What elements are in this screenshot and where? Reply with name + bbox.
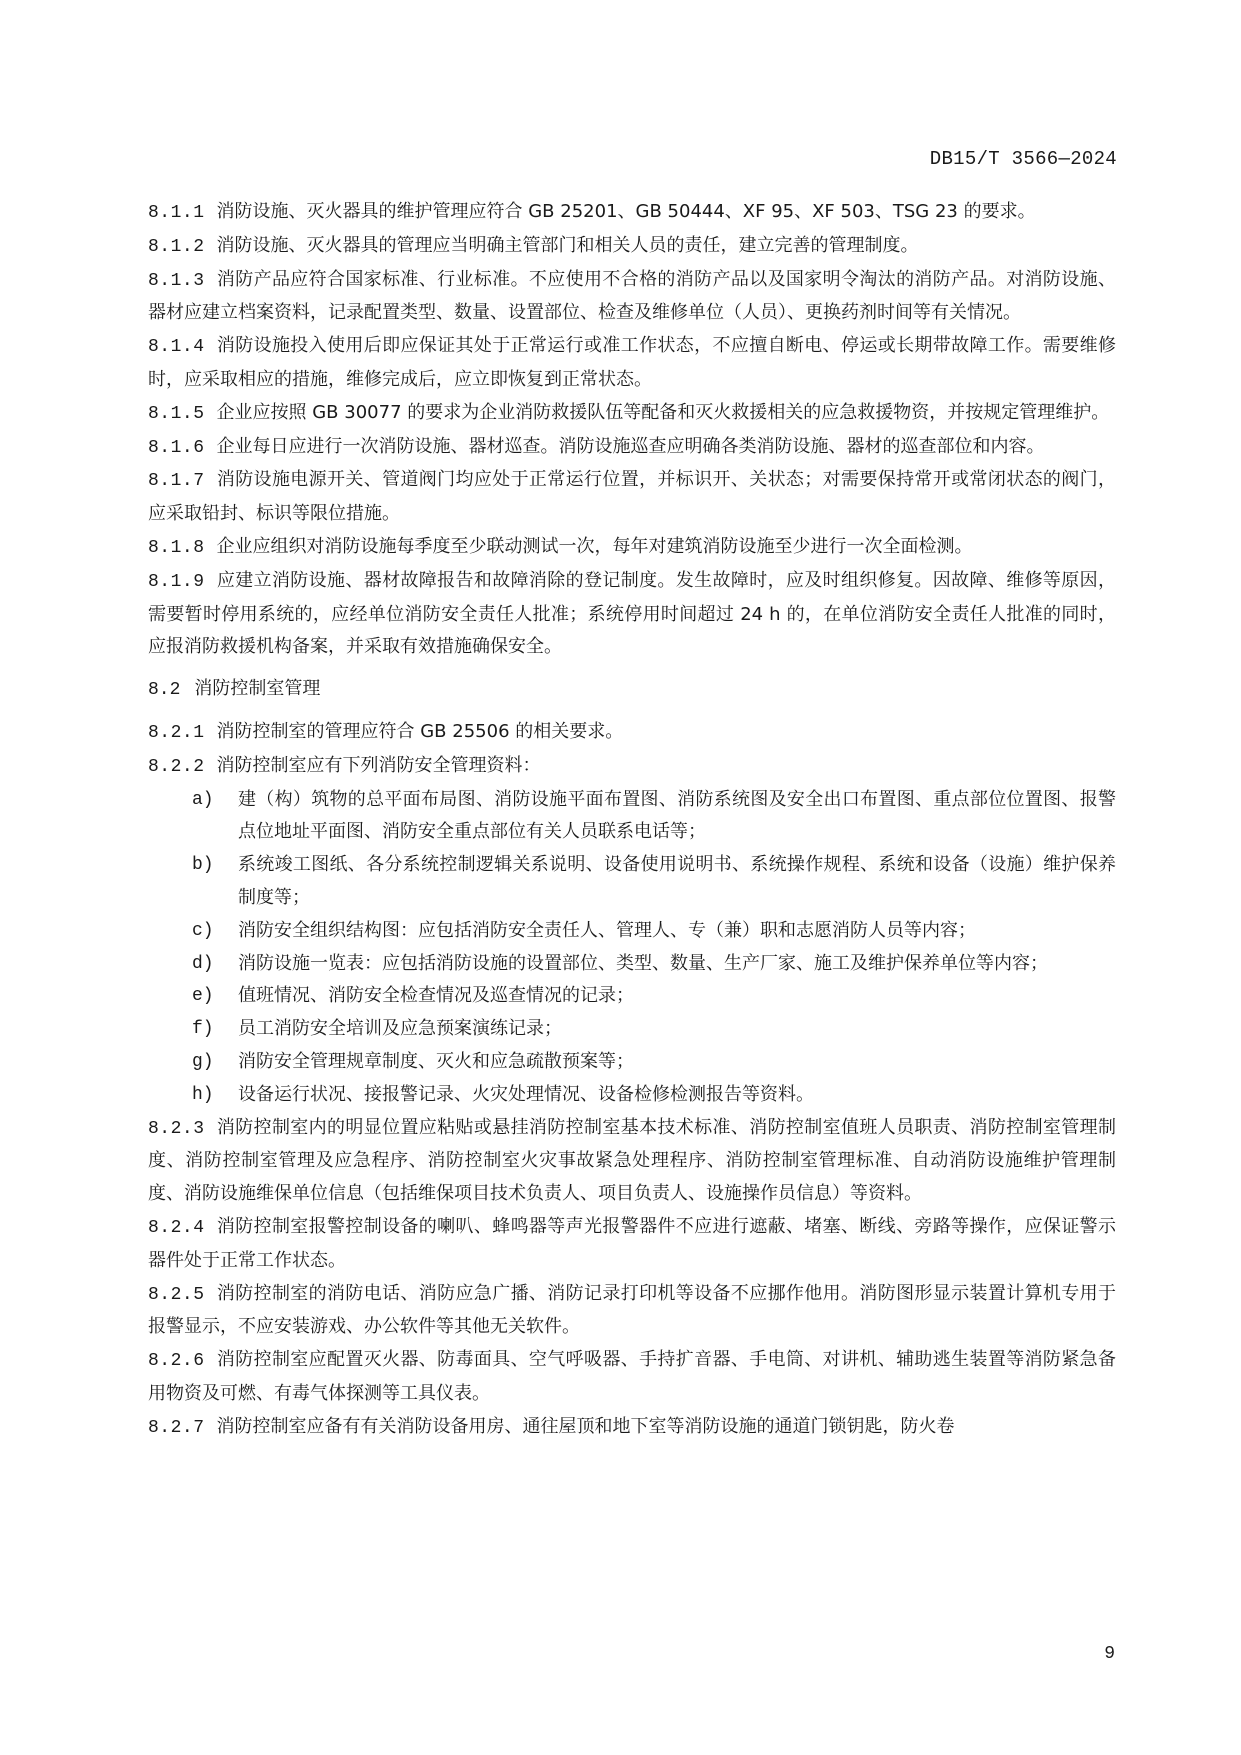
list-item-text: 建（构）筑物的总平面布局图、消防设施平面布置图、消防系统图及安全出口布置图、重点部位位置图、报警点位地址平面图、消防安全重点部位有关人员联系电话等； [238, 788, 1116, 843]
section-title: 消防控制室管理 [194, 678, 321, 700]
clause-number: 8.2.7 [148, 1417, 205, 1438]
clause-8-1-5 [148, 397, 1116, 431]
document-body [148, 196, 1116, 1444]
list-item [148, 915, 1116, 948]
list-marker: f) [192, 1019, 214, 1040]
clause-8-2-7 [148, 1411, 1116, 1445]
list-item [148, 1013, 1116, 1046]
clause-text: 消防控制室的管理应符合 GB 25506 的相关要求。 [216, 720, 624, 742]
clause-number: 8.2.6 [148, 1351, 205, 1372]
clause-8-1-6 [148, 431, 1116, 465]
clause-text: 企业应组织对消防设施每季度至少联动测试一次，每年对建筑消防设施至少进行一次全面检测。 [216, 535, 973, 557]
clause-text: 消防控制室内的明显位置应粘贴或悬挂消防控制室基本技术标准、消防控制室值班人员职责、消防控制室管理制度、消防控制室管理及应急程序、消防控制室火灾事故紧急处理程序、消防控制室管理标准、自动消防设施维护管理制度、消防设施维保单位信息（包括维保项目技术负责人、项目负责人、设施操作员信息）等资料。 [148, 1116, 1116, 1205]
clause-number: 8.1.7 [148, 471, 205, 492]
list-marker: a) [192, 789, 214, 810]
clause-text: 消防设施投入使用后即应保证其处于正常运行或准工作状态，不应擅自断电、停运或长期带故障工作。需要维修时，应采取相应的措施，维修完成后，应立即恢复到正常状态。 [148, 335, 1116, 390]
clause-text: 消防产品应符合国家标准、行业标准。不应使用不合格的消防产品以及国家明令淘汰的消防产品。对消防设施、器材应建立档案资料，记录配置类型、数量、设置部位、检查及维修单位（人员）、更换药剂时间等有关情况。 [148, 268, 1116, 324]
list-item [148, 948, 1116, 981]
clause-8-1-7 [148, 464, 1116, 531]
clause-8-2-2 [148, 750, 1116, 784]
list-item [148, 849, 1116, 915]
clause-text: 消防设施、灭火器具的管理应当明确主管部门和相关人员的责任，建立完善的管理制度。 [216, 234, 919, 256]
materials-list [148, 784, 1116, 1112]
clause-number: 8.1.9 [148, 571, 205, 592]
clause-8-1-3 [148, 264, 1116, 331]
clause-8-1-1 [148, 196, 1116, 230]
clause-8-1-4 [148, 330, 1116, 397]
list-item-text: 消防设施一览表：应包括消防设施的设置部位、类型、数量、生产厂家、施工及维护保养单位等内容； [238, 952, 1048, 974]
clause-number: 8.1.6 [148, 437, 205, 458]
clause-text: 消防控制室应备有有关消防设备用房、通往屋顶和地下室等消防设施的通道门锁钥匙，防火卷 [216, 1415, 955, 1437]
section-number: 8.2 [148, 680, 181, 701]
list-item-text: 员工消防安全培训及应急预案演练记录； [238, 1018, 562, 1040]
page-number: 9 [1104, 1644, 1115, 1664]
clause-8-2-4 [148, 1211, 1116, 1278]
list-marker: g) [192, 1051, 214, 1072]
list-item-text: 设备运行状况、接报警记录、火灾处理情况、设备检修检测报告等资料。 [238, 1083, 814, 1105]
clause-text: 消防设施电源开关、管道阀门均应处于正常运行位置，并标识开、关状态；对需要保持常开或常闭状态的阀门，应采取铅封、标识等限位措施。 [148, 469, 1116, 525]
list-marker: b) [192, 855, 214, 876]
list-item-text: 消防安全组织结构图：应包括消防安全责任人、管理人、专（兼）职和志愿消防人员等内容； [238, 919, 976, 941]
clause-text: 消防控制室应配置灭火器、防毒面具、空气呼吸器、手持扩音器、手电筒、对讲机、辅助逃生装置等消防紧急备用物资及可燃、有毒气体探测等工具仪表。 [148, 1349, 1116, 1404]
clause-text: 消防设施、灭火器具的维护管理应符合 GB 25201、GB 50444、XF 95、XF 503、TSG 23 的要求。 [216, 201, 1036, 222]
list-item [148, 980, 1116, 1013]
clause-number: 8.1.3 [148, 270, 205, 291]
clause-number: 8.1.5 [148, 403, 205, 424]
clause-number: 8.1.1 [148, 203, 205, 223]
clause-text: 应建立消防设施、器材故障报告和故障消除的登记制度。发生故障时，应及时组织修复。因故障、维修等原因，需要暂时停用系统的，应经单位消防安全责任人批准；系统停用时间超过 24 h 的，在单位消防安全责任人批准的同时，应报消防救援机构备案，并采取有效措施确保安全。 [148, 569, 1116, 658]
clause-8-2-6 [148, 1344, 1116, 1411]
list-item-text: 值班情况、消防安全检查情况及巡查情况的记录； [238, 985, 634, 1007]
section-heading-8-2 [148, 673, 1116, 707]
list-item [148, 784, 1116, 850]
clause-number: 8.1.8 [148, 537, 205, 558]
clause-8-2-5 [148, 1278, 1116, 1345]
list-item-text: 消防安全管理规章制度、灭火和应急疏散预案等； [238, 1050, 634, 1072]
clause-number: 8.1.4 [148, 337, 205, 358]
list-marker: h) [192, 1084, 214, 1105]
clause-8-1-2 [148, 230, 1116, 264]
clause-number: 8.2.5 [148, 1284, 205, 1305]
list-item [148, 1079, 1116, 1112]
list-marker: e) [192, 986, 214, 1007]
list-marker: d) [192, 953, 214, 974]
clause-text: 消防控制室报警控制设备的喇叭、蜂鸣器等声光报警器件不应进行遮蔽、堵塞、断线、旁路等操作，应保证警示器件处于正常工作状态。 [148, 1215, 1116, 1271]
list-item [148, 1046, 1116, 1079]
clause-number: 8.2.2 [148, 756, 205, 777]
clause-text: 消防控制室的消防电话、消防应急广播、消防记录打印机等设备不应挪作他用。消防图形显示装置计算机专用于报警显示，不应安装游戏、办公软件等其他无关软件。 [148, 1282, 1116, 1338]
list-marker: c) [192, 920, 214, 941]
clause-8-2-1 [148, 716, 1116, 750]
list-item-text: 系统竣工图纸、各分系统控制逻辑关系说明、设备使用说明书、系统操作规程、系统和设备（设施）维护保养制度等； [238, 854, 1116, 908]
clause-number: 8.2.4 [148, 1217, 205, 1238]
clause-number: 8.2.1 [148, 722, 205, 743]
clause-8-1-8 [148, 531, 1116, 565]
clause-number: 8.1.2 [148, 236, 205, 257]
document-code-header: DB15/T 3566—2024 [929, 148, 1117, 170]
clause-8-2-3 [148, 1112, 1116, 1211]
clause-text: 消防控制室应有下列消防安全管理资料： [216, 754, 541, 776]
clause-number: 8.2.3 [148, 1118, 205, 1139]
clause-text: 企业每日应进行一次消防设施、器材巡查。消防设施巡查应明确各类消防设施、器材的巡查部位和内容。 [216, 435, 1045, 457]
clause-text: 企业应按照 GB 30077 的要求为企业消防救援队伍等配备和灭火救援相关的应急救援物资，并按规定管理维护。 [216, 401, 1110, 423]
clause-8-1-9 [148, 565, 1116, 664]
